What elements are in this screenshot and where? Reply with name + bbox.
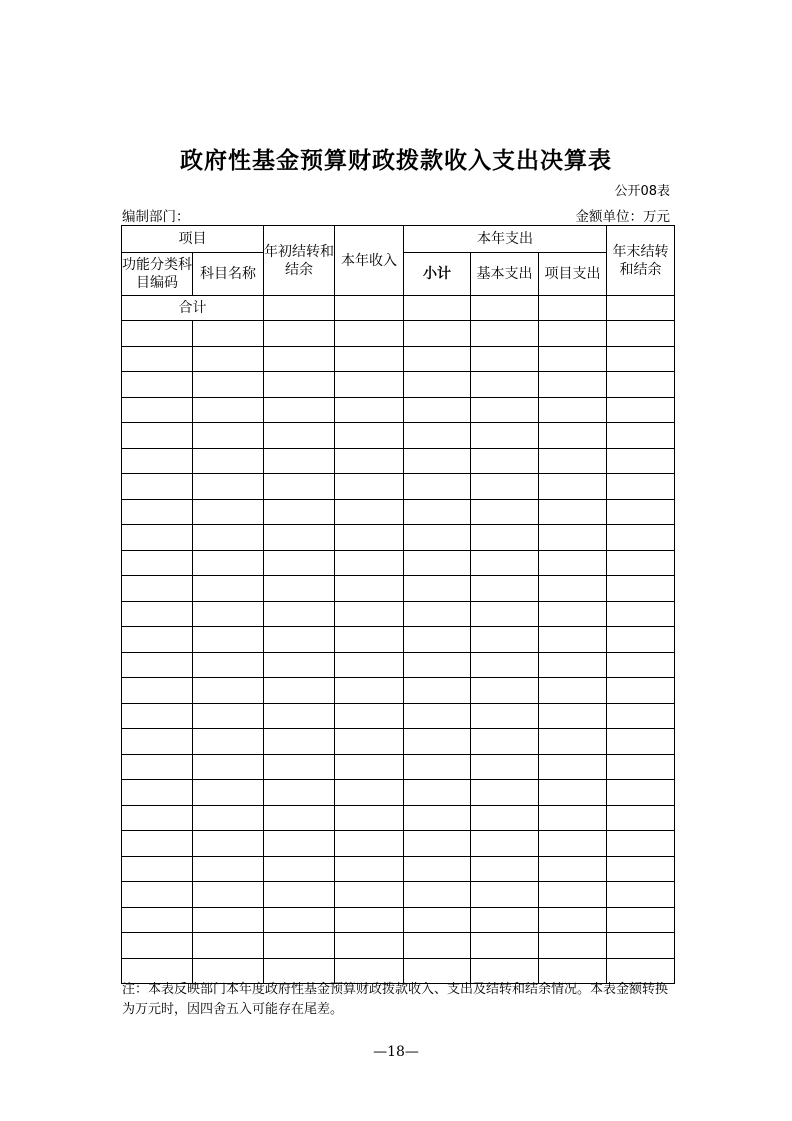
table-cell [264,346,335,372]
table-cell [122,729,193,755]
table-cell [193,423,264,449]
table-cell [122,856,193,882]
footnote: 注：本表反映部门本年度政府性基金预算财政拨款收入、支出及结转和结余情况。本表金额转换为万元时，因四舍五入可能存在尾差。 [122,982,669,1017]
table-cell [404,907,471,933]
table-cell [335,703,404,729]
table-cell [122,627,193,653]
table-cell [539,601,607,627]
table-cell [335,372,404,398]
table-cell [539,831,607,857]
table-row [122,576,675,602]
table-cell [607,321,675,347]
table-cell [335,907,404,933]
table-cell [404,729,471,755]
table-cell [471,576,539,602]
table-row [122,627,675,653]
table-cell [264,627,335,653]
table-cell [335,652,404,678]
table-cell [607,346,675,372]
table-cell [471,372,539,398]
table-cell [264,474,335,500]
table-cell [193,831,264,857]
table-cell [471,907,539,933]
header-subject-name: 科目名称 [193,253,264,296]
table-cell [264,321,335,347]
table-cell [539,550,607,576]
header-current-income: 本年收入 [335,226,404,296]
table-cell [335,601,404,627]
table-cell [193,499,264,525]
table-cell [404,933,471,959]
table-cell [404,321,471,347]
table-cell [122,907,193,933]
table-row [122,831,675,857]
header-project: 项目 [122,226,264,253]
table-cell [471,933,539,959]
table-cell [335,678,404,704]
table-cell [471,780,539,806]
table-cell [471,652,539,678]
table-cell [607,499,675,525]
table-cell [335,550,404,576]
table-cell [264,576,335,602]
table-cell [122,652,193,678]
table-cell [607,397,675,423]
table-cell [122,397,193,423]
table-cell [122,703,193,729]
table-cell [539,780,607,806]
table-cell [193,627,264,653]
table-cell [607,627,675,653]
table-cell [122,372,193,398]
table-cell [539,499,607,525]
table-row [122,856,675,882]
table-cell [264,907,335,933]
table-cell [471,525,539,551]
table-cell [264,831,335,857]
table-cell [335,831,404,857]
table-cell [193,907,264,933]
table-cell [335,397,404,423]
table-cell [539,321,607,347]
header-closing-balance: 年末结转和结余 [607,226,675,296]
table-cell [193,703,264,729]
table-cell [539,754,607,780]
table-cell [607,780,675,806]
table-cell [122,525,193,551]
table-cell [471,703,539,729]
table-cell [193,754,264,780]
table-cell [193,550,264,576]
table-cell [335,805,404,831]
table-cell [404,499,471,525]
table-cell [335,525,404,551]
table-cell [264,780,335,806]
table-cell [607,882,675,908]
table-cell [193,933,264,959]
table-cell [193,474,264,500]
table-cell [539,627,607,653]
table-cell [471,321,539,347]
table-cell [122,933,193,959]
table-row [122,321,675,347]
table-row [122,448,675,474]
table-cell [264,372,335,398]
table-cell [264,525,335,551]
header-basic-expenditure: 基本支出 [471,253,539,296]
table-cell [264,856,335,882]
table-cell [607,550,675,576]
table-cell [471,423,539,449]
table-cell [404,423,471,449]
table-cell [404,346,471,372]
table-cell [471,882,539,908]
table-cell [404,703,471,729]
table-row [122,882,675,908]
total-row [122,296,675,321]
table-cell [264,882,335,908]
table-cell [607,474,675,500]
table-cell [193,729,264,755]
table-row [122,601,675,627]
table-cell [471,805,539,831]
table-row [122,907,675,933]
table-cell [539,882,607,908]
table-cell [607,601,675,627]
table-cell [193,576,264,602]
table-cell [335,576,404,602]
table-cell [539,423,607,449]
table-cell [404,805,471,831]
table-cell [539,474,607,500]
table-cell [335,499,404,525]
table-cell [122,346,193,372]
table-cell [193,346,264,372]
table-cell [335,448,404,474]
table-cell [193,448,264,474]
table-cell [471,856,539,882]
table-row [122,474,675,500]
table-cell [471,474,539,500]
table-row [122,729,675,755]
table-cell [607,754,675,780]
table-cell [539,678,607,704]
table-cell [539,652,607,678]
table-cell [471,296,539,321]
table-cell [471,831,539,857]
table-cell [607,576,675,602]
table-cell [404,448,471,474]
table-row [122,499,675,525]
table-cell [335,780,404,806]
table-cell [122,780,193,806]
table-cell [264,933,335,959]
table-cell [607,703,675,729]
table-cell [335,474,404,500]
table-cell [193,321,264,347]
table-cell [264,397,335,423]
table-cell [193,601,264,627]
table-cell [193,525,264,551]
table-cell [122,550,193,576]
table-title: 政府性基金预算财政拨款收入支出决算表 [180,148,612,174]
table-cell [404,576,471,602]
table-cell [471,754,539,780]
table-cell [335,729,404,755]
table-cell [193,805,264,831]
table-cell [404,754,471,780]
table-cell [471,627,539,653]
table-cell [404,652,471,678]
table-cell [607,525,675,551]
table-cell [539,448,607,474]
table-cell [264,805,335,831]
table-row [122,652,675,678]
table-cell [539,346,607,372]
form-code: 公开08表 [614,184,670,199]
table-cell [471,448,539,474]
table-cell [607,933,675,959]
total-label: 合计 [122,296,264,321]
table-cell [122,805,193,831]
table-cell [122,474,193,500]
table-cell [539,397,607,423]
table-row [122,780,675,806]
header-project-expenditure: 项目支出 [539,253,607,296]
table-cell [607,856,675,882]
table-cell [607,372,675,398]
table-cell [335,321,404,347]
table-cell [539,372,607,398]
table-cell [471,678,539,704]
table-cell [335,296,404,321]
table-cell [539,729,607,755]
table-row [122,933,675,959]
table-cell [471,601,539,627]
table-cell [539,525,607,551]
table-cell [539,576,607,602]
header-opening-balance: 年初结转和结余 [264,226,335,296]
table-cell [122,601,193,627]
table-cell [122,576,193,602]
table-cell [122,831,193,857]
table-cell [264,296,335,321]
table-cell [122,448,193,474]
header-func-code: 功能分类科目编码 [122,253,193,296]
table-cell [404,882,471,908]
table-cell [471,346,539,372]
table-cell [404,831,471,857]
table-cell [264,499,335,525]
table-cell [335,423,404,449]
table-cell [539,296,607,321]
table-cell [193,397,264,423]
table-row [122,550,675,576]
header-current-expenditure: 本年支出 [404,226,607,253]
header-subtotal: 小计 [404,253,471,296]
table-cell [193,780,264,806]
table-cell [404,856,471,882]
table-cell [193,678,264,704]
table-row [122,397,675,423]
table-cell [264,448,335,474]
table-cell [404,780,471,806]
table-cell [264,550,335,576]
table-cell [404,525,471,551]
table-cell [539,805,607,831]
table-cell [264,729,335,755]
table-cell [404,601,471,627]
table-cell [122,321,193,347]
table-cell [607,296,675,321]
table-cell [264,652,335,678]
table-cell [264,678,335,704]
table-row [122,423,675,449]
table-cell [264,423,335,449]
table-row [122,346,675,372]
unit-label: 金额单位：万元 [575,209,670,225]
table-cell [122,754,193,780]
budget-table [121,225,675,984]
table-cell [404,474,471,500]
department-label: 编制部门： [122,209,190,225]
table-cell [404,372,471,398]
table-cell [404,550,471,576]
table-cell [607,831,675,857]
table-cell [335,627,404,653]
table-cell [607,423,675,449]
table-row [122,678,675,704]
table-cell [471,729,539,755]
table-row [122,525,675,551]
table-row [122,805,675,831]
table-cell [264,601,335,627]
table-cell [122,423,193,449]
table-cell [335,754,404,780]
table-row [122,703,675,729]
table-cell [122,882,193,908]
table-cell [471,499,539,525]
table-cell [335,346,404,372]
table-cell [607,729,675,755]
table-cell [471,397,539,423]
table-cell [404,397,471,423]
page-number: —18— [373,1044,419,1060]
table-cell [193,652,264,678]
table-cell [335,856,404,882]
table-cell [122,499,193,525]
table-cell [193,882,264,908]
table-cell [471,550,539,576]
table-cell [335,882,404,908]
table-cell [193,856,264,882]
table-cell [404,296,471,321]
table-cell [539,933,607,959]
table-cell [122,678,193,704]
table-cell [335,933,404,959]
table-cell [607,907,675,933]
table-cell [607,448,675,474]
table-cell [264,703,335,729]
table-cell [607,678,675,704]
table-cell [193,372,264,398]
table-cell [607,805,675,831]
table-cell [404,627,471,653]
table-row [122,372,675,398]
table-cell [539,856,607,882]
table-row [122,754,675,780]
table-cell [264,754,335,780]
table-cell [539,703,607,729]
table-cell [404,678,471,704]
table-cell [607,652,675,678]
table-cell [539,907,607,933]
